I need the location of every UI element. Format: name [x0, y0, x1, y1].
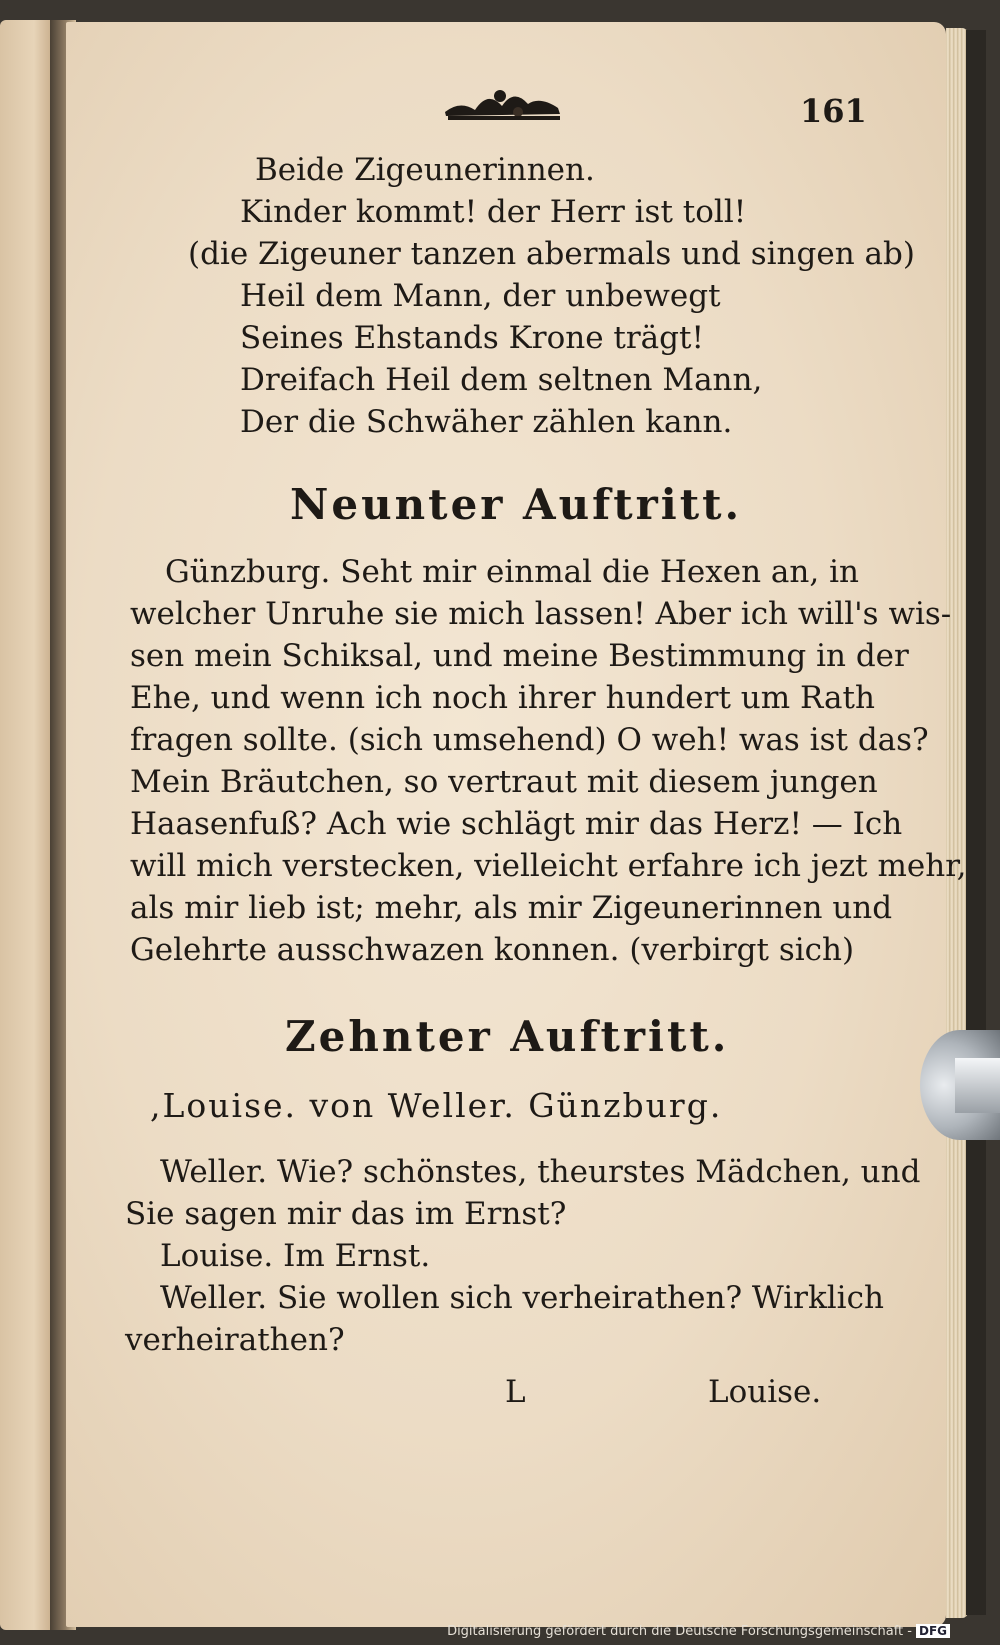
prose-line: fragen sollte. (sich umsehend) O weh! was ist das?	[130, 722, 929, 758]
prose-line: Mein Bräutchen, so vertraut mit diesem jungen	[130, 764, 878, 800]
cast-list: ,Louise. von Weller. Günzburg.	[150, 1086, 723, 1125]
ornament-icon	[440, 82, 570, 130]
page-clip-bar	[955, 1058, 1000, 1113]
prose-line: sen mein Schiksal, und meine Bestimmung in der	[130, 638, 909, 674]
dialogue-line: Weller. Wie? schönstes, theurstes Mädchen, und	[160, 1154, 921, 1190]
page-stack-edge	[946, 28, 968, 1618]
prose-line: Günzburg. Seht mir einmal die Hexen an, in	[165, 554, 859, 590]
catchword: Louise.	[708, 1374, 822, 1410]
dialogue-line: verheirathen?	[125, 1322, 345, 1358]
verse-line: Kinder kommt! der Herr ist toll!	[240, 194, 747, 230]
prose-line: als mir lieb ist; mehr, als mir Zigeunerinnen und	[130, 890, 893, 926]
dialogue-line: Sie sagen mir das im Ernst?	[125, 1196, 567, 1232]
prose-line: will mich verstecken, vielleicht erfahre ich jezt mehr,	[130, 848, 967, 884]
credit-text: Digitalisierung gefördert durch die Deutsche Forschungsgemeinschaft -	[447, 1624, 912, 1639]
prose-line: Gelehrte ausschwazen konnen. (verbirgt sich)	[130, 932, 855, 968]
stage-direction: (die Zigeuner tanzen abermals und singen ab)	[188, 236, 915, 272]
verse-line: Der die Schwäher zählen kann.	[240, 404, 733, 440]
page-number: 161	[800, 92, 867, 130]
dialogue-line: Weller. Sie wollen sich verheirathen? Wirklich	[160, 1280, 884, 1316]
prose-line: welcher Unruhe sie mich lassen! Aber ich will's wis-	[130, 596, 952, 632]
prose-line: Haasenfuß? Ach wie schlägt mir das Herz! — Ich	[130, 806, 903, 842]
speaker-line: Beide Zigeunerinnen.	[255, 152, 595, 188]
verse-line: Heil dem Mann, der unbewegt	[240, 278, 721, 314]
prose-line: Ehe, und wenn ich noch ihrer hundert um Rath	[130, 680, 875, 716]
verse-line: Seines Ehstands Krone trägt!	[240, 320, 704, 356]
digitization-credit	[447, 1624, 950, 1639]
scene-heading: Neunter Auftritt.	[290, 480, 743, 529]
dfg-logo: DFG	[916, 1624, 950, 1638]
dialogue-line: Louise. Im Ernst.	[160, 1238, 431, 1274]
scene-heading: Zehnter Auftritt.	[285, 1012, 730, 1061]
signature-mark: L	[505, 1374, 526, 1410]
verse-line: Dreifach Heil dem seltnen Mann,	[240, 362, 763, 398]
background-strip	[966, 30, 986, 1615]
